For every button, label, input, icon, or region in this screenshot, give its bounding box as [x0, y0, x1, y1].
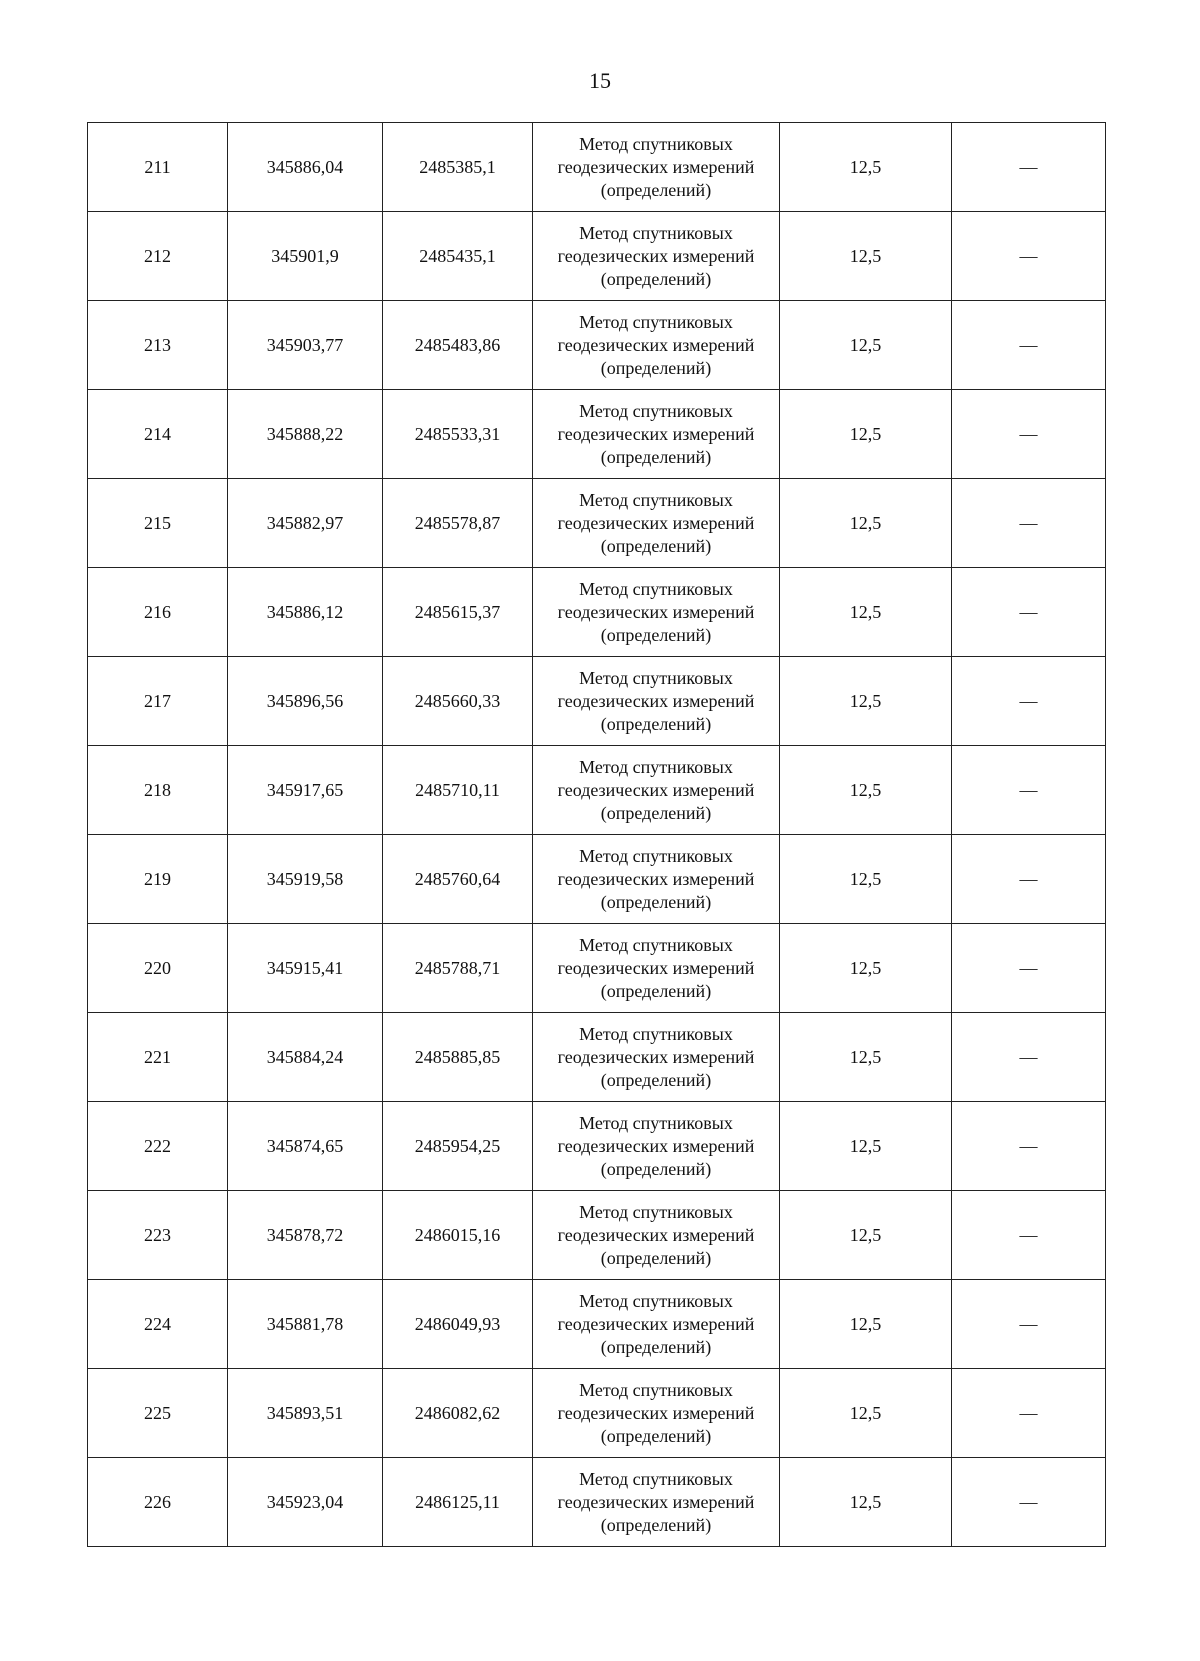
table-row — [88, 1013, 1106, 1102]
description-dash: — — [1019, 690, 1038, 711]
y-coordinate-cell: 2486125,11 — [383, 1458, 533, 1547]
description-cell — [952, 212, 1106, 301]
method-text: Метод спутниковых геодезических измерений (определений) — [557, 934, 755, 1001]
y-coordinate-cell: 2486082,62 — [383, 1369, 533, 1458]
method-cell — [533, 1191, 780, 1280]
y-coordinate-cell: 2485660,33 — [383, 657, 533, 746]
description-dash: — — [1019, 779, 1038, 800]
accuracy-cell: 12,5 — [780, 1458, 952, 1547]
point-number-cell: 212 — [88, 212, 228, 301]
method-text: Метод спутниковых геодезических измерений (определений) — [557, 756, 755, 823]
point-number-cell: 211 — [88, 123, 228, 212]
x-coordinate-cell: 345915,41 — [228, 924, 383, 1013]
y-coordinate-cell: 2486049,93 — [383, 1280, 533, 1369]
point-number-cell: 224 — [88, 1280, 228, 1369]
x-coordinate-cell: 345919,58 — [228, 835, 383, 924]
table-row — [88, 746, 1106, 835]
table-row — [88, 924, 1106, 1013]
method-cell — [533, 835, 780, 924]
description-cell — [952, 1102, 1106, 1191]
accuracy-cell: 12,5 — [780, 1280, 952, 1369]
description-cell — [952, 1191, 1106, 1280]
method-cell — [533, 1458, 780, 1547]
x-coordinate-cell: 345893,51 — [228, 1369, 383, 1458]
y-coordinate-cell: 2485483,86 — [383, 301, 533, 390]
method-text: Метод спутниковых геодезических измерений (определений) — [557, 1112, 755, 1179]
method-cell — [533, 479, 780, 568]
x-coordinate-cell: 345917,65 — [228, 746, 383, 835]
method-text: Метод спутниковых геодезических измерений (определений) — [557, 1201, 755, 1268]
method-text: Метод спутниковых геодезических измерений (определений) — [557, 1379, 755, 1446]
method-text: Метод спутниковых геодезических измерений (определений) — [557, 1468, 755, 1535]
table-row — [88, 568, 1106, 657]
x-coordinate-cell: 345884,24 — [228, 1013, 383, 1102]
table-row — [88, 390, 1106, 479]
description-cell — [952, 568, 1106, 657]
method-cell — [533, 301, 780, 390]
point-number-cell: 218 — [88, 746, 228, 835]
point-number-cell: 213 — [88, 301, 228, 390]
description-dash: — — [1019, 1402, 1038, 1423]
y-coordinate-cell: 2486015,16 — [383, 1191, 533, 1280]
y-coordinate-cell: 2485435,1 — [383, 212, 533, 301]
description-cell — [952, 301, 1106, 390]
accuracy-cell: 12,5 — [780, 123, 952, 212]
description-dash: — — [1019, 1491, 1038, 1512]
point-number-cell: 226 — [88, 1458, 228, 1547]
description-dash: — — [1019, 1135, 1038, 1156]
description-cell — [952, 835, 1106, 924]
method-cell — [533, 657, 780, 746]
table-row — [88, 1369, 1106, 1458]
accuracy-cell: 12,5 — [780, 479, 952, 568]
coordinates-table-body — [88, 123, 1106, 1547]
x-coordinate-cell: 345886,12 — [228, 568, 383, 657]
accuracy-cell: 12,5 — [780, 390, 952, 479]
x-coordinate-cell: 345882,97 — [228, 479, 383, 568]
description-dash: — — [1019, 601, 1038, 622]
description-dash: — — [1019, 512, 1038, 533]
point-number-cell: 217 — [88, 657, 228, 746]
x-coordinate-cell: 345878,72 — [228, 1191, 383, 1280]
method-cell — [533, 568, 780, 657]
x-coordinate-cell: 345881,78 — [228, 1280, 383, 1369]
accuracy-cell: 12,5 — [780, 301, 952, 390]
description-dash: — — [1019, 868, 1038, 889]
description-dash: — — [1019, 957, 1038, 978]
accuracy-cell: 12,5 — [780, 1369, 952, 1458]
table-row — [88, 1458, 1106, 1547]
method-text: Метод спутниковых геодезических измерений (определений) — [557, 222, 755, 289]
description-cell — [952, 1369, 1106, 1458]
table-row — [88, 301, 1106, 390]
x-coordinate-cell: 345886,04 — [228, 123, 383, 212]
method-cell — [533, 212, 780, 301]
table-row — [88, 212, 1106, 301]
accuracy-cell: 12,5 — [780, 568, 952, 657]
description-cell — [952, 479, 1106, 568]
accuracy-cell: 12,5 — [780, 924, 952, 1013]
point-number-cell: 223 — [88, 1191, 228, 1280]
point-number-cell: 220 — [88, 924, 228, 1013]
method-cell — [533, 123, 780, 212]
point-number-cell: 214 — [88, 390, 228, 479]
y-coordinate-cell: 2485533,31 — [383, 390, 533, 479]
description-dash: — — [1019, 156, 1038, 177]
table-row — [88, 123, 1106, 212]
table-row — [88, 479, 1106, 568]
method-text: Метод спутниковых геодезических измерений (определений) — [557, 311, 755, 378]
table-row — [88, 835, 1106, 924]
table-row — [88, 1191, 1106, 1280]
point-number-cell: 215 — [88, 479, 228, 568]
accuracy-cell: 12,5 — [780, 1102, 952, 1191]
method-text: Метод спутниковых геодезических измерений (определений) — [557, 1290, 755, 1357]
accuracy-cell: 12,5 — [780, 746, 952, 835]
method-cell — [533, 1280, 780, 1369]
method-text: Метод спутниковых геодезических измерений (определений) — [557, 1023, 755, 1090]
method-cell — [533, 1369, 780, 1458]
y-coordinate-cell: 2485760,64 — [383, 835, 533, 924]
method-cell — [533, 924, 780, 1013]
table-row — [88, 657, 1106, 746]
description-cell — [952, 390, 1106, 479]
y-coordinate-cell: 2485385,1 — [383, 123, 533, 212]
method-text: Метод спутниковых геодезических измерений (определений) — [557, 578, 755, 645]
y-coordinate-cell: 2485710,11 — [383, 746, 533, 835]
point-number-cell: 221 — [88, 1013, 228, 1102]
point-number-cell: 216 — [88, 568, 228, 657]
coordinates-table — [87, 122, 1106, 1547]
x-coordinate-cell: 345874,65 — [228, 1102, 383, 1191]
y-coordinate-cell: 2485615,37 — [383, 568, 533, 657]
method-cell — [533, 390, 780, 479]
x-coordinate-cell: 345888,22 — [228, 390, 383, 479]
accuracy-cell: 12,5 — [780, 657, 952, 746]
page-number: 15 — [589, 68, 611, 93]
method-cell — [533, 746, 780, 835]
method-cell — [533, 1013, 780, 1102]
y-coordinate-cell: 2485788,71 — [383, 924, 533, 1013]
x-coordinate-cell: 345896,56 — [228, 657, 383, 746]
method-cell — [533, 1102, 780, 1191]
description-cell — [952, 746, 1106, 835]
accuracy-cell: 12,5 — [780, 212, 952, 301]
method-text: Метод спутниковых геодезических измерений (определений) — [557, 400, 755, 467]
table-row — [88, 1280, 1106, 1369]
accuracy-cell: 12,5 — [780, 1191, 952, 1280]
table-row — [88, 1102, 1106, 1191]
description-cell — [952, 1280, 1106, 1369]
x-coordinate-cell: 345923,04 — [228, 1458, 383, 1547]
y-coordinate-cell: 2485885,85 — [383, 1013, 533, 1102]
method-text: Метод спутниковых геодезических измерений (определений) — [557, 667, 755, 734]
accuracy-cell: 12,5 — [780, 835, 952, 924]
description-dash: — — [1019, 1046, 1038, 1067]
x-coordinate-cell: 345903,77 — [228, 301, 383, 390]
method-text: Метод спутниковых геодезических измерений (определений) — [557, 489, 755, 556]
accuracy-cell: 12,5 — [780, 1013, 952, 1102]
description-cell — [952, 657, 1106, 746]
description-cell — [952, 1458, 1106, 1547]
description-cell — [952, 924, 1106, 1013]
x-coordinate-cell: 345901,9 — [228, 212, 383, 301]
description-cell — [952, 123, 1106, 212]
point-number-cell: 225 — [88, 1369, 228, 1458]
method-text: Метод спутниковых геодезических измерений (определений) — [557, 133, 755, 200]
y-coordinate-cell: 2485954,25 — [383, 1102, 533, 1191]
description-dash: — — [1019, 1224, 1038, 1245]
point-number-cell: 219 — [88, 835, 228, 924]
description-dash: — — [1019, 245, 1038, 266]
description-dash: — — [1019, 334, 1038, 355]
point-number-cell: 222 — [88, 1102, 228, 1191]
description-dash: — — [1019, 423, 1038, 444]
description-dash: — — [1019, 1313, 1038, 1334]
description-cell — [952, 1013, 1106, 1102]
y-coordinate-cell: 2485578,87 — [383, 479, 533, 568]
method-text: Метод спутниковых геодезических измерений (определений) — [557, 845, 755, 912]
